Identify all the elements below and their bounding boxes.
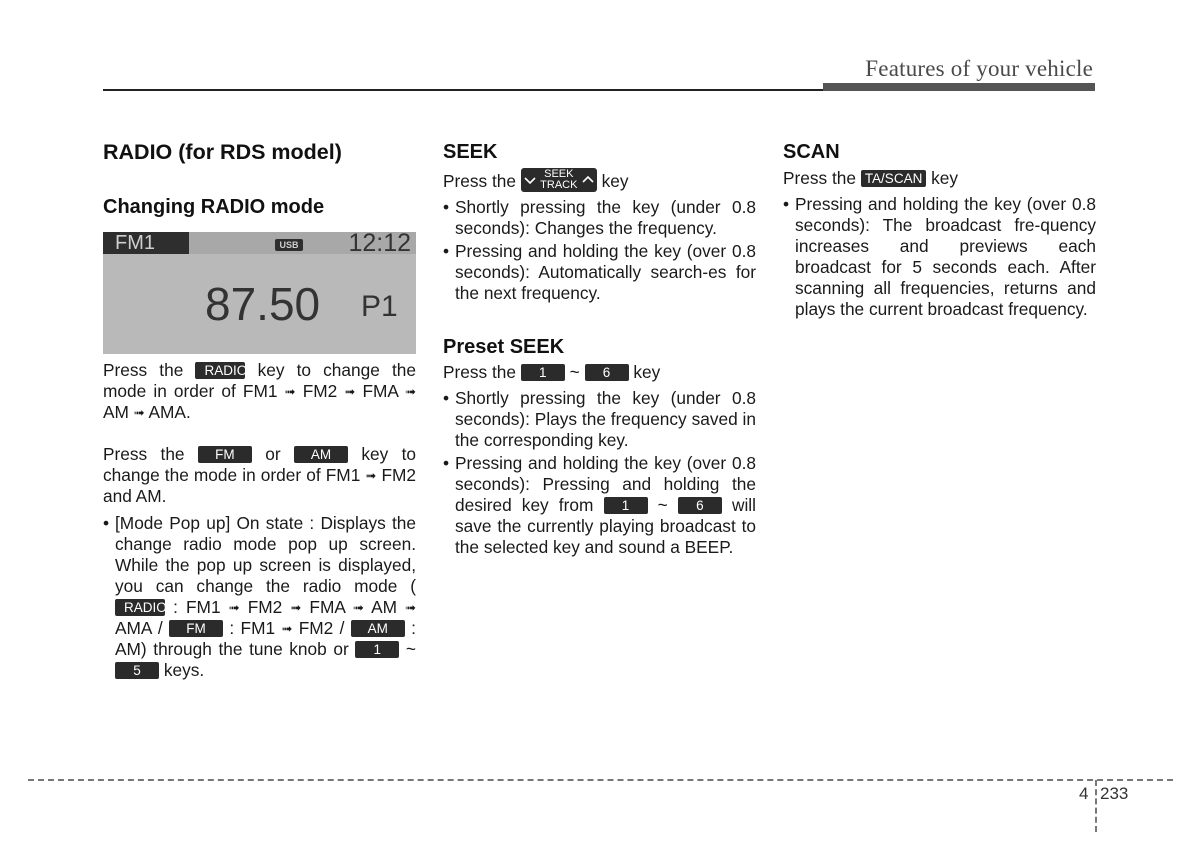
- preset-key-1: 1: [604, 497, 648, 514]
- fm-key: FM: [169, 620, 223, 637]
- scan-intro: Press the TA/SCAN key: [783, 168, 959, 188]
- arrow-icon: ➟: [281, 621, 293, 636]
- section-title-seek: SEEK: [443, 141, 498, 163]
- subsection-title-changing-mode: Changing RADIO mode: [103, 196, 325, 218]
- radio-lcd-display: [103, 229, 416, 354]
- seek-track-key: SEEK TRACK: [521, 168, 597, 192]
- footer-page-divider: [1095, 780, 1097, 832]
- section-title-radio: RADIO (for RDS model): [103, 140, 342, 164]
- fm-key: FM: [198, 446, 252, 463]
- preset-key-5: 5: [115, 662, 159, 679]
- lcd-clock: 12:12: [348, 229, 411, 257]
- am-key: AM: [294, 446, 348, 463]
- preset-key-6: 6: [585, 364, 629, 381]
- paragraph-fm-am-key: Press the FM or AM key to change the mode in order of FM1 ➟ FM2 and AM.: [103, 444, 417, 506]
- lcd-mode: FM1: [103, 232, 189, 254]
- section-title-scan: SCAN: [783, 141, 840, 163]
- column-seek: [443, 138, 756, 558]
- ta-scan-key: TA/SCAN: [861, 170, 927, 187]
- bullet-mode-popup: • [Mode Pop up] On state : Displays the change radio mode pop up screen. While the pop up screen is displayed, you can change the radio mode (RADIO : FM1 ➟ FM2 ➟ FMA ➟ AM ➟ AMA / FM : FM1 ➟ FM2 / AM : AM) through the tune knob or 1 ~ 5 keys.: [103, 513, 416, 681]
- preset-key-6: 6: [678, 497, 722, 514]
- preset-key-1: 1: [521, 364, 565, 381]
- chevron-up-icon: [581, 173, 595, 187]
- usb-icon: USB: [275, 239, 303, 251]
- preset-bullet-hold: • Pressing and holding the key (over 0.8 seconds): Pressing and holding the desired key from 1 ~ 6 will save the currently playing broadcast to the selected key and sound a BEEP.: [443, 453, 756, 558]
- arrow-icon: ➟: [228, 600, 240, 615]
- arrow-icon: ➟: [365, 468, 377, 483]
- page-number: 233: [1100, 784, 1129, 803]
- arrow-icon: ➟: [353, 600, 364, 615]
- seek-bullet-hold: • Pressing and holding the key (over 0.8 seconds): Automatically search-es for the next frequency.: [443, 241, 756, 304]
- arrow-icon: ➟: [290, 600, 302, 615]
- subsection-title-preset-seek: Preset SEEK: [443, 336, 565, 358]
- scan-bullet-hold: • Pressing and holding the key (over 0.8 seconds): The broadcast fre-quency increases and previews each broadcast for 5 seconds each. After scanning all frequencies, returns and plays the current broadcast frequency.: [783, 194, 1096, 320]
- arrow-icon: ➟: [133, 405, 145, 420]
- am-key: AM: [351, 620, 405, 637]
- radio-key: RADIO: [115, 599, 165, 616]
- radio-key: RADIO: [195, 362, 245, 379]
- arrow-icon: ➟: [405, 384, 417, 399]
- arrow-icon: ➟: [284, 384, 296, 399]
- seek-intro: Press the SEEK TRACK key: [443, 168, 629, 191]
- lcd-preset: P1: [361, 290, 398, 323]
- arrow-icon: ➟: [344, 384, 356, 399]
- header-bar: [823, 83, 1095, 91]
- header-title: Features of your vehicle: [865, 56, 1093, 81]
- seek-bullet-short: • Shortly pressing the key (under 0.8 seconds): Changes the frequency.: [443, 197, 756, 239]
- column-scan: [783, 138, 1096, 320]
- column-radio: [103, 138, 416, 681]
- preset-bullet-short: • Shortly pressing the key (under 0.8 seconds): Plays the frequency saved in the corresponding key.: [443, 388, 756, 451]
- preset-key-1: 1: [355, 641, 399, 658]
- preset-intro: Press the 1 ~ 6 key: [443, 362, 661, 382]
- footer-divider: [28, 779, 1173, 781]
- lcd-frequency: 87.50: [205, 278, 321, 330]
- arrow-icon: ➟: [405, 600, 417, 615]
- chapter-number: 4: [1079, 784, 1089, 803]
- paragraph-radio-key: Press the RADIO key to change the mode in order of FM1 ➟ FM2 ➟ FMA ➟ AM ➟ AMA.: [103, 360, 417, 422]
